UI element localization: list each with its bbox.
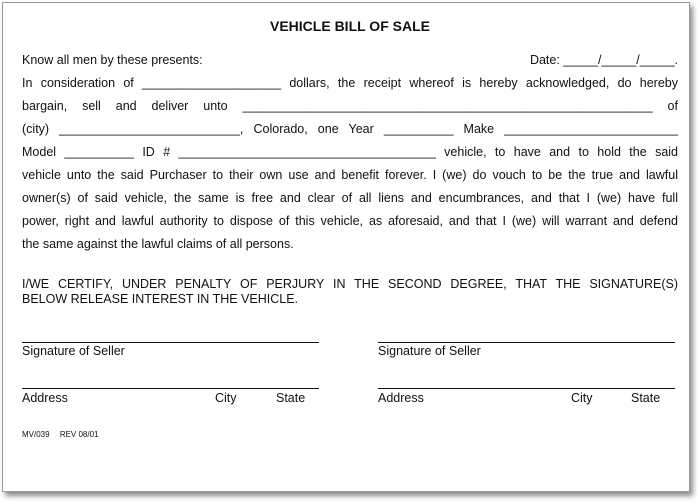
seller-signature-line-right[interactable] (378, 342, 675, 343)
address-label-right: Address (378, 391, 424, 405)
seller-signature-line-left[interactable] (22, 342, 319, 343)
form-revision: REV 08/01 (59, 430, 99, 439)
city-label-right: City (571, 391, 593, 405)
seller-signature-label-right: Signature of Seller (378, 344, 481, 358)
form-number: MV/039 (22, 430, 50, 439)
state-label-left: State (276, 391, 306, 405)
form-footer (22, 430, 99, 439)
state-label-right: State (631, 391, 661, 405)
certification-line-1: I/WE CERTIFY, UNDER PENALTY OF PERJURY IN THE SECOND DEGREE, THAT THE SIGNATURE(S) (22, 277, 678, 291)
intro-line (22, 53, 678, 68)
body-line-1: vehicle unto the said Purchaser to their own use and benefit forever. I (we) do vouch to be the true and lawful (22, 168, 678, 182)
intro-text: Know all men by these presents: (22, 53, 203, 67)
date-field[interactable]: Date: _____/_____/_____. (529, 53, 678, 67)
buyer-line: bargain, sell and deliver unto ___________________________________________________________ of (22, 99, 678, 113)
document-title: VEHICLE BILL OF SALE (270, 18, 430, 34)
body-line-2: owner(s) of said vehicle, the same is free and clear of all liens and encumbrances, and that I (we) have full (22, 191, 678, 205)
city-year-make-line: (city) __________________________, Colorado, one Year __________ Make _________________________ (22, 122, 678, 136)
seller-address-line-right[interactable] (378, 388, 675, 389)
certification-line-2: BELOW RELEASE INTEREST IN THE VEHICLE. (22, 292, 299, 306)
body-line-3: power, right and lawful authority to dispose of this vehicle, as aforesaid, and that I (we) will warrant and defend (22, 214, 678, 228)
model-id-line: Model __________ ID # _____________________________________ vehicle, to have and to hold the said (22, 145, 678, 159)
city-label-left: City (215, 391, 237, 405)
address-label-left: Address (22, 391, 68, 405)
seller-address-line-left[interactable] (22, 388, 319, 389)
consideration-line: In consideration of ____________________ dollars, the receipt whereof is hereby acknowledged, do hereby (22, 76, 678, 90)
seller-signature-label-left: Signature of Seller (22, 344, 125, 358)
body-line-4: the same against the lawful claims of all persons. (22, 237, 294, 251)
